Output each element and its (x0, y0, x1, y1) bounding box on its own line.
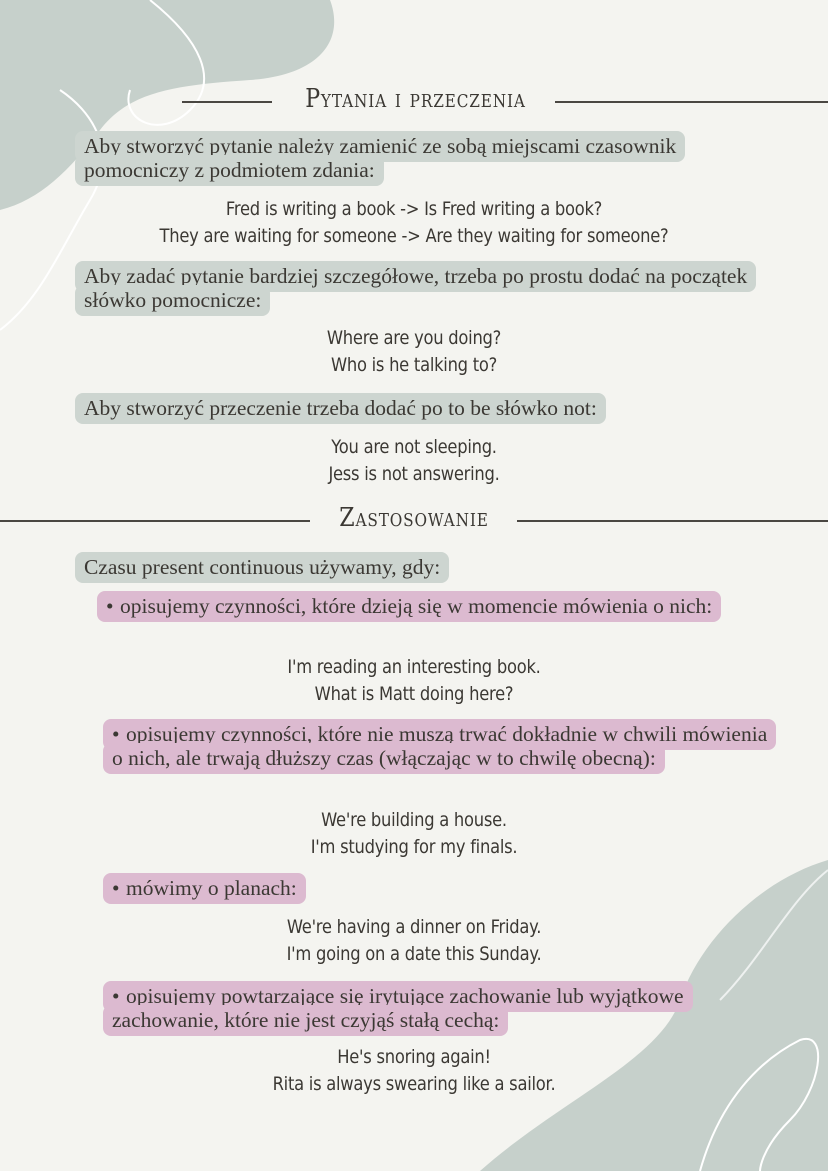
title-rule-left (182, 101, 272, 103)
example-sentence: I'm going on a date this Sunday. (286, 943, 542, 965)
bullet-icon: • (112, 722, 120, 746)
example-sentence: Who is he talking to? (330, 354, 498, 376)
rule-block-negation: Aby stworzyć przeczenie trzeba dodać po to be słówko not: (75, 396, 765, 420)
example-sentence: Rita is always swearing like a sailor. (272, 1073, 556, 1095)
bullet-icon: • (112, 984, 120, 1008)
rule-block-questions: Aby stworzyć pytanie należy zamienić ze sobą miejscami czasownik pomocniczy z podmiotem zdania: (75, 134, 765, 182)
example-sentence: They are waiting for someone -> Are they waiting for someone? (159, 225, 669, 247)
examples-detailed-questions (0, 325, 828, 379)
example-sentence: I'm studying for my finals. (310, 836, 518, 858)
title-rule-right (555, 101, 828, 103)
example-sentence: I'm reading an interesting book. (287, 656, 541, 678)
examples-usage-4 (0, 1044, 828, 1098)
example-sentence: Fred is writing a book -> Is Fred writing a book? (225, 198, 603, 220)
example-sentence: Where are you doing? (326, 327, 502, 349)
title-rule-left (0, 520, 310, 522)
usage-bullet: • opisujemy czynności, które nie muszą trwać dokładnie w chwili mówienia o nich, ale trwają dłuższy czas (włączając w to chwilę obecną): (103, 722, 771, 770)
example-sentence: Jess is not answering. (328, 463, 500, 485)
examples-usage-2 (0, 807, 828, 861)
examples-questions (0, 196, 828, 250)
usage-bullet: • mówimy o planach: (103, 876, 771, 900)
section-title-questions: Pytania i przeczenia (305, 84, 526, 114)
example-sentence: He's snoring again! (337, 1046, 491, 1068)
example-sentence: We're having a dinner on Friday. (286, 916, 542, 938)
example-sentence: You are not sleeping. (331, 436, 497, 458)
usage-bullet: • opisujemy powtarzające się irytujące zachowanie lub wyjątkowe zachowanie, które nie jest czyjąś stałą cechą: (103, 984, 771, 1032)
bullet-icon: • (112, 876, 120, 900)
examples-negation (0, 434, 828, 488)
rule-block-detailed-questions: Aby zadać pytanie bardziej szczegółowe, trzeba po prostu dodać na początek słówko pomocnicze: (75, 264, 765, 312)
bullet-icon: • (106, 594, 114, 618)
title-rule-right (517, 520, 828, 522)
section-title-usage: Zastosowanie (339, 503, 489, 533)
example-sentence: What is Matt doing here? (314, 683, 514, 705)
usage-intro: Czasu present continuous używamy, gdy: (75, 555, 765, 579)
usage-bullet: • opisujemy czynności, które dzieją się w momencie mówienia o nich: (97, 594, 765, 618)
example-sentence: We're building a house. (321, 809, 507, 831)
examples-usage-3 (0, 914, 828, 968)
examples-usage-1 (0, 654, 828, 708)
